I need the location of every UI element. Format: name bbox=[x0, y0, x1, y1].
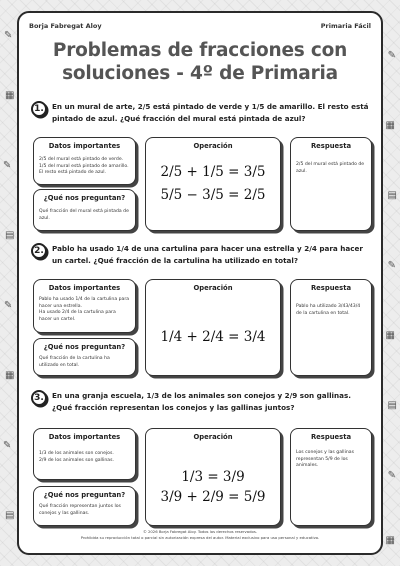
answer-box-title: Respuesta bbox=[310, 142, 352, 150]
operation-line-1: 1/3 = 3/9 bbox=[181, 469, 245, 485]
pencil-doodle-icon: ✎ bbox=[4, 30, 13, 41]
problem-3 bbox=[31, 390, 373, 540]
question-box-title: ¿Qué nos preguntan? bbox=[43, 343, 126, 351]
question-box-text: Qué fracción del mural está pintada de azul. bbox=[39, 209, 129, 221]
problem-statement: En una granja escuela, 1/3 de los animales son conejos y 2/9 son gallinas. ¿Qué fracción representan los conejos y las gallinas juntos? bbox=[52, 391, 351, 412]
question-box-title: ¿Qué nos preguntan? bbox=[43, 491, 126, 499]
answer-box-text: 2/5 del mural está pintado de azul. bbox=[296, 162, 365, 174]
data-box-text: 1/3 de los animales son conejos. 2/9 de los animales son gallinas. bbox=[39, 451, 114, 463]
calculator-doodle-icon: ▦ bbox=[385, 120, 395, 131]
answer-box bbox=[290, 137, 372, 231]
data-box-text: 2/5 del mural está pintado de verde. 1/5 del mural está pintado de amarillo. El resto está pintado de azul. bbox=[39, 157, 129, 176]
problem-number: 3. bbox=[31, 390, 47, 406]
answer-box bbox=[290, 279, 372, 376]
question-box-text: Qué fracción representan juntos los conejos y las gallinas. bbox=[39, 504, 121, 516]
answer-box-text: Los conejos y las gallinas representan 5/9 de los animales. bbox=[296, 450, 354, 469]
question-box bbox=[33, 486, 136, 526]
level-label: Primaria Fácil bbox=[320, 22, 371, 30]
pencil-doodle-icon: ✎ bbox=[387, 470, 396, 481]
problem-1 bbox=[31, 101, 373, 251]
title-line-2: soluciones - 4º de Primaria bbox=[62, 63, 338, 84]
data-box-title: Datos importantes bbox=[48, 433, 121, 441]
operation-line-1: 2/5 + 1/5 = 3/5 bbox=[160, 164, 266, 180]
book-doodle-icon: ▤ bbox=[5, 510, 15, 521]
title-line-1: Problemas de fracciones con bbox=[52, 40, 348, 61]
answer-box-title: Respuesta bbox=[310, 284, 352, 292]
calculator-doodle-icon: ▦ bbox=[385, 330, 395, 341]
operation-box-title: Operación bbox=[193, 433, 233, 441]
page-title bbox=[19, 39, 381, 85]
calculator-doodle-icon: ▦ bbox=[5, 370, 15, 381]
book-doodle-icon: ▤ bbox=[387, 400, 397, 411]
operation-box-title: Operación bbox=[193, 284, 233, 292]
book-doodle-icon: ▤ bbox=[5, 230, 15, 241]
operation-box-title: Operación bbox=[193, 142, 233, 150]
worksheet bbox=[17, 11, 383, 555]
data-box-title: Datos importantes bbox=[48, 142, 121, 150]
footer bbox=[19, 529, 381, 541]
question-box-text: Qué fracción de la cartulina ha utilizado en total. bbox=[39, 356, 110, 368]
calculator-doodle-icon: ▦ bbox=[5, 90, 15, 101]
data-box bbox=[33, 428, 136, 480]
footer-copyright: © 2026 Borja Fabregat Aloy. Todos los derechos reservados. bbox=[142, 529, 258, 534]
book-doodle-icon: ▤ bbox=[387, 190, 397, 201]
author-name: Borja Fabregat Aloy bbox=[29, 22, 102, 30]
pencil-doodle-icon: ✎ bbox=[4, 300, 13, 311]
operation-box bbox=[145, 137, 281, 231]
data-box-text: Pablo ha usado 1/4 de la cartulina para hacer una estrella. Ha usado 2/4 de la cartulina para hacer un cartel. bbox=[39, 297, 130, 322]
data-box bbox=[33, 279, 136, 333]
answer-box-text: Pablo ha utilizado 3/43/43/4 de la cartulina en total. bbox=[296, 304, 361, 316]
pencil-doodle-icon: ✎ bbox=[387, 50, 396, 61]
problem-statement: En un mural de arte, 2/5 está pintado de verde y 1/5 de amarillo. El resto está pintado de azul. ¿Qué fracción del mural está pintada de azul? bbox=[52, 102, 369, 123]
pencil-doodle-icon: ✎ bbox=[387, 260, 396, 271]
pencil-doodle-icon: ✎ bbox=[3, 160, 12, 171]
data-box-title: Datos importantes bbox=[48, 284, 121, 292]
question-box-title: ¿Qué nos preguntan? bbox=[43, 194, 126, 202]
data-box bbox=[33, 137, 136, 185]
calculator-doodle-icon: ▦ bbox=[385, 535, 395, 546]
problem-number: 2. bbox=[31, 243, 47, 259]
answer-box bbox=[290, 428, 372, 526]
question-box bbox=[33, 338, 136, 376]
operation-box bbox=[145, 428, 281, 526]
pencil-doodle-icon: ✎ bbox=[3, 440, 12, 451]
operation-line-1: 1/4 + 2/4 = 3/4 bbox=[160, 329, 266, 345]
operation-line-2: 5/5 − 3/5 = 2/5 bbox=[160, 187, 266, 203]
footer-notice: Prohibida su reproducción total o parcial sin autorización expresa del autor. Material exclusivo para uso personal y educativo. bbox=[80, 535, 320, 540]
problem-statement: Pablo ha usado 1/4 de una cartulina para hacer una estrella y 2/4 para hacer un cartel. ¿Qué fracción de la cartulina ha utilizado en total? bbox=[52, 244, 363, 265]
question-box bbox=[33, 189, 136, 231]
problem-2 bbox=[31, 243, 373, 393]
operation-box bbox=[145, 279, 281, 376]
problem-number: 1. bbox=[31, 101, 47, 117]
answer-box-title: Respuesta bbox=[310, 433, 352, 441]
operation-line-2: 3/9 + 2/9 = 5/9 bbox=[160, 489, 266, 505]
